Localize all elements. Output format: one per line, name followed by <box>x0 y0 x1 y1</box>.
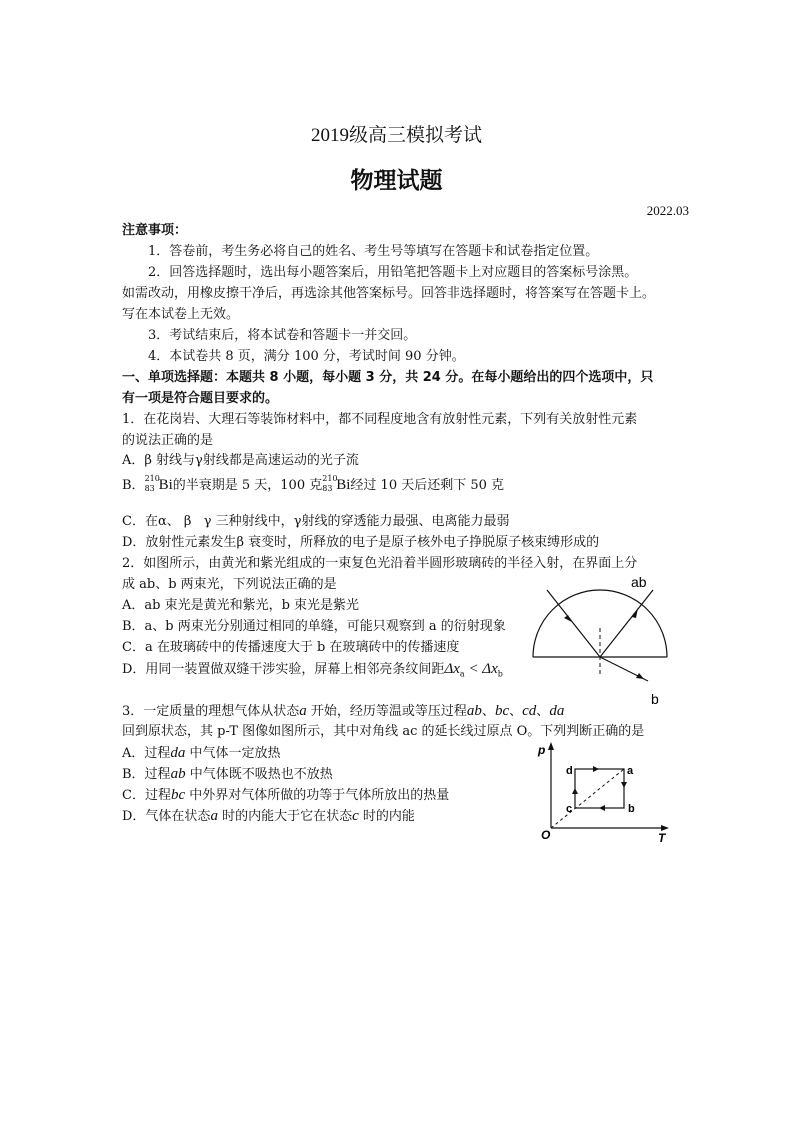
q3-stem-line1: 3．一定质量的理想气体从状态a 开始，经历等温或等压过程ab、bc、cd、da <box>122 703 565 719</box>
notice-item-2a: 2．回答选择题时，选出每小题答案后，用铅笔把答题卡上对应题目的答案标号涂黑。 <box>148 265 638 280</box>
incident-arrow-icon <box>564 615 572 622</box>
subject-title: 物理试题 <box>350 168 443 194</box>
q3-option-d: D．气体在状态a 时的内能大于它在状态c 时的内能 <box>122 808 415 824</box>
q2-option-d: D．用同一装置做双缝干涉实验，屏幕上相邻亮条纹间距$\Delta x_a < \Delta x_b$ <box>122 661 503 679</box>
section-heading-line2: 有一项是符合题目要求的。 <box>122 391 279 406</box>
q1-option-b: B． 210 83 Bi的半衰期是 5 天，100 克 210 83 Bi经过 10 天后还剩下 50 克 <box>122 474 505 493</box>
notice-item-4: 4．本试卷共 8 页，满分 100 分，考试时间 90 分钟。 <box>148 349 465 364</box>
label-d: d <box>566 765 573 777</box>
q2-figure <box>520 570 680 710</box>
q1-stem-line2: 的说法正确的是 <box>122 433 214 448</box>
q3-pt-figure <box>533 740 673 850</box>
q2-stem-line2: 成 ab、b 两束光，下列说法正确的是 <box>122 577 337 592</box>
label-ab: ab <box>631 574 647 590</box>
refracted-arrow-icon <box>636 673 644 679</box>
q3-option-c: C．过程bc 中外界对气体所做的功等于气体所放出的热量 <box>122 787 450 803</box>
q2-option-a: A．ab 束光是黄光和紫光，b 束光是紫光 <box>122 598 360 613</box>
p-axis-arrow-icon <box>548 742 554 750</box>
label-T: T <box>658 831 666 845</box>
notice-heading: 注意事项： <box>122 223 188 238</box>
q2-option-b: B．a、b 两束光分别通过相同的单缝，可能只观察到 a 的衍射现象 <box>122 619 506 634</box>
label-b: b <box>628 803 635 815</box>
label-a: a <box>627 765 634 777</box>
isotope-bi-2: 210 83 <box>322 474 338 493</box>
exam-date: 2022.03 <box>646 203 689 218</box>
label-O: O <box>541 828 551 842</box>
exam-title: 2019级高三模拟考试 <box>310 125 482 146</box>
arrow-ab-icon <box>621 782 627 788</box>
q2-option-c: C．a 在玻璃砖中的传播速度大于 b 在玻璃砖中的传播速度 <box>122 640 460 655</box>
q1-option-d: D．放射性元素发生β 衰变时，所释放的电子是原子核外电子挣脱原子核束缚形成的 <box>122 535 600 550</box>
q1-option-a: A．β 射线与γ射线都是高速运动的光子流 <box>122 453 359 468</box>
reflected-ray-ab <box>600 590 653 657</box>
label-c: c <box>566 803 573 815</box>
q3-stem-line2: 回到原状态，其 p-T 图像如图所示，其中对角线 ac 的延长线过原点 O。下列判断正确的是 <box>122 724 645 739</box>
q1-option-c: C．在α、 β γ 三种射线中，γ射线的穿透能力最强、电离能力最弱 <box>122 514 510 529</box>
q1-stem-line1: 1．在花岗岩、大理石等装饰材料中，都不同程度地含有放射性元素，下列有关放射性元素 <box>122 412 638 427</box>
diagonal-ac <box>551 769 624 828</box>
notice-item-2c: 写在本试卷上无效。 <box>122 307 240 322</box>
arrow-cd-icon <box>572 788 578 794</box>
notice-item-1: 1．答卷前，考生务必将自己的姓名、考生号等填写在答题卡和试卷指定位置。 <box>148 244 599 259</box>
isotope-bi-1: 210 83 <box>144 474 160 493</box>
notice-item-3: 3．考试结束后，将本试卷和答题卡一并交回。 <box>148 328 417 343</box>
notice-item-2b: 如需改动，用橡皮擦干净后，再选涂其他答案标号。回答非选择题时，将答案写在答题卡上。 <box>122 286 656 301</box>
reflected-arrow-icon <box>632 608 638 618</box>
label-p: p <box>538 743 546 757</box>
section-heading-line1: 一、单项选择题：本题共 8 小题，每小题 3 分，共 24 分。在每小题给出的四个选项中，只 <box>122 370 654 385</box>
incident-ray <box>547 590 600 657</box>
q3-option-a: A．过程da 中气体一定放热 <box>122 745 281 761</box>
arrow-da-icon <box>593 766 599 772</box>
semicircle-arc <box>533 590 667 657</box>
label-b: b <box>651 691 659 707</box>
arrow-bc-icon <box>599 805 605 811</box>
q2-stem-line1: 2．如图所示，由黄光和紫光组成的一束复色光沿着半圆形玻璃砖的半径入射，在界面上分 <box>122 556 638 571</box>
q3-option-b: B．过程ab 中气体既不吸热也不放热 <box>122 766 333 782</box>
